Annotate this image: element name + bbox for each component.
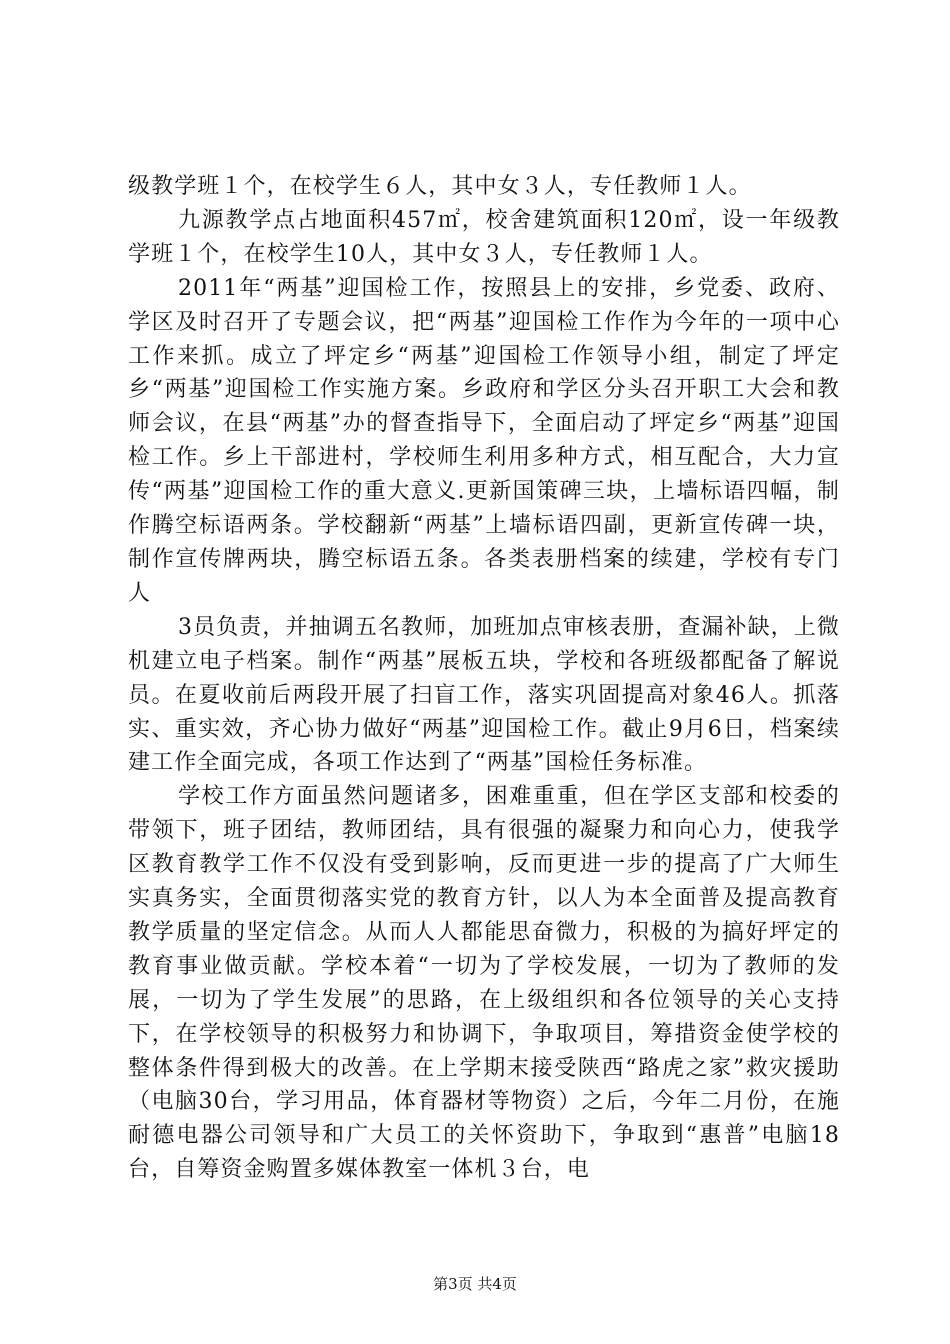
page-number-label: 第3页 共4页 (433, 1275, 517, 1293)
paragraph-1: 级教学班１个，在校学生６人，其中女３人，专任教师１人。 (128, 174, 752, 199)
paragraph-5: 学校工作方面虽然问题诸多，困难重重，但在学区支部和校委的带领下，班子团结，教师团结，具有很强的凝聚力和向心力，使我学区教育教学工作不仅没有受到影响，反而更进一步的提高了广大师生实真务实，全面贯彻落实党的教育方针，以人为本全面普及提高教育教学质量的坚定信念。从而人人都能思奋微力，积极的为搞好坪定的教育事业做贡献。学校本着“一切为了学校发展，一切为了教师的发展，一切为了学生发展”的思路，在上级组织和各位领导的关心支持下，在学校领导的积极努力和协调下，争取项目，筹措资金使学校的整体条件得到极大的改善。在上学期末接受陕西“路虎之家”救灾援助（电脑30台，学习用品，体育器材等物资）之后，今年二月份，在施耐德电器公司领导和广大员工的关怀资助下，争取到“惠普”电脑18台，自筹资金购置多媒体教室一体机３台，电 (128, 784, 840, 1183)
paragraph-4: 3员负责，并抽调五名教师，加班加点审核表册，查漏补缺，上微机建立电子档案。制作“两基”展板五块，学校和各班级都配备了解说员。在夏收前后两段开展了扫盲工作，落实巩固提高对象46人。抓落实、重实效，齐心协力做好“两基”迎国检工作。截止9月6日，档案续建工作全面完成，各项工作达到了“两基”国检任务标准。 (128, 614, 840, 776)
page-footer (0, 1274, 950, 1294)
paragraph-3: 2011年“两基”迎国检工作，按照县上的安排，乡党委、政府、学区及时召开了专题会议，把“两基”迎国检工作作为今年的一项中心工作来抓。成立了坪定乡“两基”迎国检工作领导小组，制定了坪定乡“两基”迎国检工作实施方案。乡政府和学区分头召开职工大会和教师会议，在县“两基”办的督查指导下，全面启动了坪定乡“两基”迎国检工作。乡上干部进村，学校师生利用多种方式，相互配合，大力宣传“两基”迎国检工作的重大意义.更新国策碑三块，上墙标语四幅，制作腾空标语两条。学校翻新“两基”上墙标语四副，更新宣传碑一块，制作宣传牌两块，腾空标语五条。各类表册档案的续建，学校有专门人 (128, 275, 840, 606)
document-body (128, 170, 840, 1187)
paragraph-2: 九源教学点占地面积457㎡，校舍建筑面积120㎡，设一年级教学班１个，在校学生10人，其中女３人，专任教师１人。 (128, 207, 840, 267)
